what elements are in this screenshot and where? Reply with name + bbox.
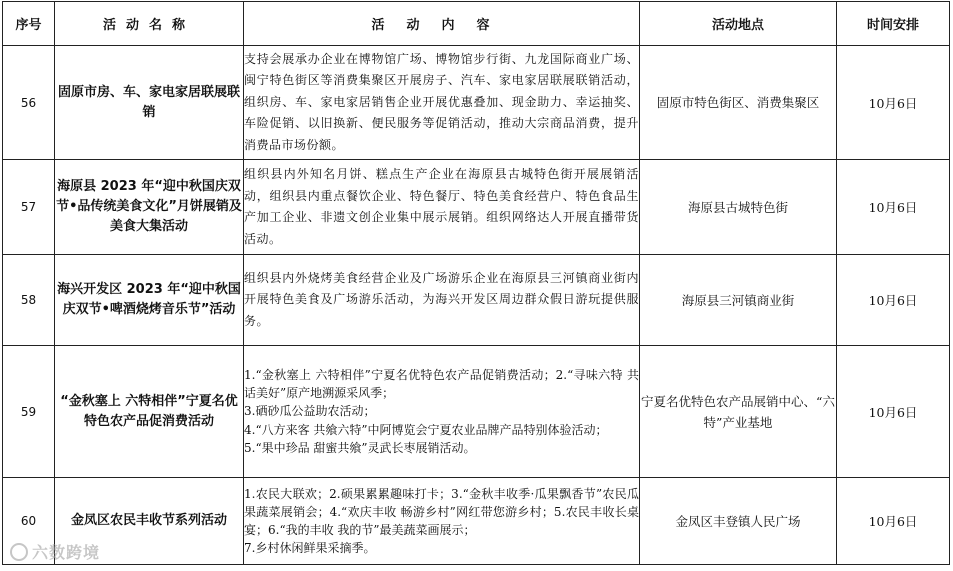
header-content: 活动内容 [244, 2, 640, 46]
activity-name: 海兴开发区 2023 年“迎中秋国庆双节•啤酒烧烤音乐节”活动 [55, 255, 244, 346]
activity-name: 海原县 2023 年“迎中秋国庆双节•品传统美食文化”月饼展销及美食大集活动 [55, 160, 244, 255]
activity-location: 固原市特色街区、消费集聚区 [640, 46, 837, 160]
content-line: 1.“金秋塞上 六特相伴”宁夏名优特色农产品促销费活动；2.“寻味六特 共话美好”原产地溯源采风季； [244, 367, 639, 401]
watermark [10, 540, 100, 563]
row-number: 58 [3, 255, 55, 346]
table-row [3, 160, 950, 255]
row-number: 57 [3, 160, 55, 255]
activity-name: 金凤区农民丰收节系列活动 [55, 478, 244, 565]
header-no: 序号 [3, 2, 55, 46]
activity-content: 组织县内外知名月饼、糕点生产企业在海原县古城特色街开展展销活动，组织县内重点餐饮企业、特色餐厅、特色美食经营户、特色食品生产加工企业、非遗文创企业集中展示展销。组织网络达人开展直播带货活动。 [244, 160, 640, 255]
events-table [2, 1, 950, 565]
header-name: 活动名称 [55, 2, 244, 46]
activity-content: 组织县内外烧烤美食经营企业及广场游乐企业在海原县三河镇商业街内开展特色美食及广场游乐活动，为海兴开发区周边群众假日游玩提供服务。 [244, 255, 640, 346]
table-row [3, 478, 950, 565]
content-line: 4.“八方来客 共飨六特”中阿博览会宁夏农业品牌产品特别体验活动； [244, 422, 608, 437]
activity-location: 海原县三河镇商业街 [640, 255, 837, 346]
content-line: 3.硒砂瓜公益助农活动； [244, 404, 376, 419]
watermark-logo-icon [10, 543, 28, 561]
activity-content: 支持会展承办企业在博物馆广场、博物馆步行街、九龙国际商业广场、闽宁特色街区等消费集聚区开展房子、汽车、家电家居联展联销活动，组织房、车、家电家居销售企业开展优惠叠加、现金助力、幸运抽奖、车险促销、以旧换新、便民服务等促销活动，推动大宗商品消费，提升消费品市场份额。 [244, 46, 640, 160]
table-row [3, 255, 950, 346]
activity-name: 固原市房、车、家电家居联展联销 [55, 46, 244, 160]
activity-time: 10月6日 [837, 160, 950, 255]
activity-content [244, 346, 640, 478]
activity-time: 10月6日 [837, 255, 950, 346]
activity-content [244, 478, 640, 565]
row-number: 60 [3, 478, 55, 565]
content-line: 5.“果中珍品 甜蜜共飨”灵武长枣展销活动。 [244, 440, 476, 455]
content-line: 7.乡村休闲鲜果采摘季。 [244, 541, 376, 556]
activity-location: 宁夏名优特色农产品展销中心、“六特”产业基地 [640, 346, 837, 478]
watermark-text: 六数跨境 [32, 543, 101, 562]
header-row [3, 2, 950, 46]
content-line: 1.农民大联欢；2.硕果累累趣味打卡；3.“金秋丰收季·瓜果飘香节”农民瓜果蔬菜展销会；4.“欢庆丰收 畅游乡村”网红带您游乡村；5.农民丰收长桌宴；6.“我的丰收 我的节”最美蔬菜画展示； [244, 486, 639, 537]
activity-location: 海原县古城特色街 [640, 160, 837, 255]
table-row [3, 346, 950, 478]
header-location: 活动地点 [640, 2, 837, 46]
activity-name: “金秋塞上 六特相伴”宁夏名优特色农产品促消费活动 [55, 346, 244, 478]
activity-location: 金凤区丰登镇人民广场 [640, 478, 837, 565]
activity-time: 10月6日 [837, 478, 950, 565]
activity-time: 10月6日 [837, 346, 950, 478]
table-row [3, 46, 950, 160]
row-number: 59 [3, 346, 55, 478]
header-time: 时间安排 [837, 2, 950, 46]
activity-time: 10月6日 [837, 46, 950, 160]
row-number: 56 [3, 46, 55, 160]
